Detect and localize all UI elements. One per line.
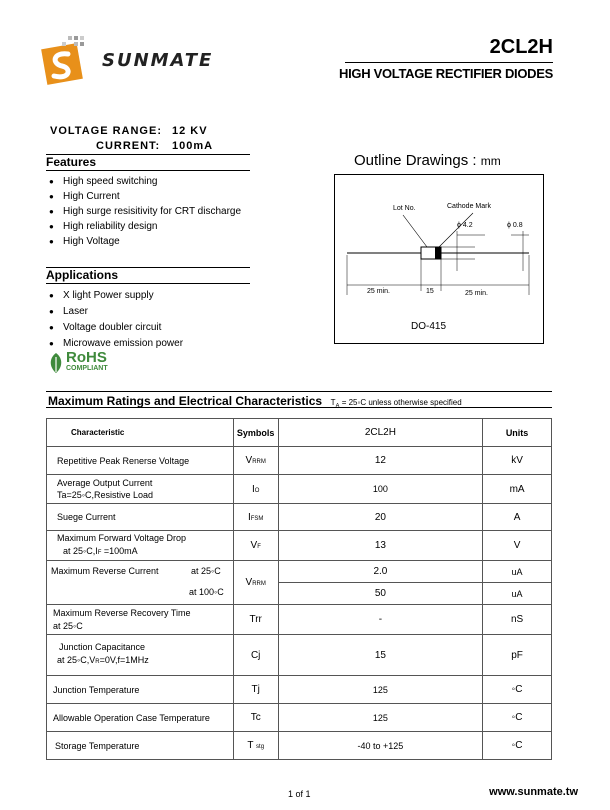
table-row (47, 704, 552, 732)
application-item: ● Laser (47, 304, 183, 320)
row-unit: ◦C (483, 732, 552, 760)
right-lead-length: 25 min. (465, 290, 488, 297)
diode-drawing (335, 175, 543, 343)
row-value: 15 (278, 635, 482, 676)
current-value: 100mA (172, 140, 214, 152)
row-value: 2.0 (278, 561, 482, 583)
header-units: Units (483, 419, 552, 447)
row-unit: A (483, 504, 552, 531)
row-symbol: VRRM (233, 561, 278, 605)
row-char: Maximum Reverse Recovery Time at 25◦C (47, 605, 234, 635)
feature-item: ● High reliability design (47, 219, 241, 234)
outline-drawing-box (334, 174, 544, 344)
row-char: Maximum Forward Voltage Drop at 25◦C,IF =100mA (47, 531, 234, 561)
table-row (47, 635, 552, 676)
row-value: 20 (278, 504, 482, 531)
row-unit: uA (483, 583, 552, 605)
website-link[interactable]: www.sunmate.tw (489, 786, 578, 798)
feature-item: ● High Current (47, 189, 241, 204)
lead-diameter-label: ϕ 0.8 (507, 222, 523, 229)
features-list (47, 174, 241, 249)
header-value: 2CL2H (278, 419, 482, 447)
brand-name: SUNMATE (102, 50, 214, 71)
row-value: - (278, 605, 482, 635)
row-symbol: VF (233, 531, 278, 561)
feature-item: ● High speed switching (47, 174, 241, 189)
row-symbol: Tj (233, 676, 278, 704)
row-symbol: Trr (233, 605, 278, 635)
row-unit: ◦C (483, 704, 552, 732)
ratings-title: Maximum Ratings and Electrical Characteristics (48, 394, 323, 408)
row-unit: kV (483, 447, 552, 475)
row-value: 50 (278, 583, 482, 605)
current-label: CURRENT: (96, 140, 161, 152)
row-char: Suege Current (47, 504, 234, 531)
row-char: Junction Temperature (47, 676, 234, 704)
rohs-badge (48, 350, 128, 376)
application-item: ● Microwave emission power (47, 336, 183, 352)
header-characteristic: Characteristic (47, 419, 234, 447)
row-symbol: Cj (233, 635, 278, 676)
table-row (47, 605, 552, 635)
table-row (47, 531, 552, 561)
part-number: 2CL2H (489, 36, 553, 58)
row-unit: ◦C (483, 676, 552, 704)
row-unit: nS (483, 605, 552, 635)
table-header-row (47, 419, 552, 447)
lot-number-label: Lot No. (393, 205, 416, 212)
row-value: 125 (278, 704, 482, 732)
application-item: ● X light Power supply (47, 288, 183, 304)
table-row (47, 475, 552, 504)
row-symbol: IFSM (233, 504, 278, 531)
header-symbols: Symbols (233, 419, 278, 447)
feature-item: ● High Voltage (47, 234, 241, 249)
row-unit: V (483, 531, 552, 561)
table-row (47, 561, 552, 583)
row-value: 100 (278, 475, 482, 504)
row-value: 12 (278, 447, 482, 475)
ratings-condition: $T_A$ = 25◦C unless otherwise specified (330, 398, 462, 410)
row-symbol: T stg (233, 732, 278, 760)
package-label: DO-415 (411, 321, 447, 332)
body-diameter-label: ϕ 4.2 (457, 222, 473, 229)
rohs-text: RoHS (66, 349, 107, 366)
feature-item: ● High surge resisitivity for CRT discharge (47, 204, 241, 219)
sunmate-logo-icon (38, 34, 90, 90)
brand-logo (38, 34, 238, 90)
row-char: Junction Capacitance at 25◦C,VR=0V,f=1MHz (47, 635, 234, 676)
voltage-range-value: 12 KV (172, 125, 208, 137)
table-row (47, 732, 552, 760)
row-unit: uA (483, 561, 552, 583)
row-value: 125 (278, 676, 482, 704)
table-row (47, 504, 552, 531)
row-char: Allowable Operation Case Temperature (47, 704, 234, 732)
applications-list (47, 288, 183, 352)
table-row (47, 447, 552, 475)
row-char: Average Output Current Ta=25◦C,Resistive Load (47, 475, 234, 504)
row-symbol: VRRM (233, 447, 278, 475)
row-value: 13 (278, 531, 482, 561)
row-value: -40 to +125 (278, 732, 482, 760)
application-item: ● Voltage doubler circuit (47, 320, 183, 336)
cathode-mark-label: Cathode Mark (447, 203, 491, 210)
rohs-compliant-text: COMPLIANT (66, 365, 108, 372)
outline-title: Outline Drawings : mm (354, 152, 501, 169)
row-char: Repetitive Peak Renerse Voltage (47, 447, 234, 475)
left-lead-length: 25 min. (367, 288, 390, 295)
page-number: 1 of 1 (288, 789, 311, 799)
row-unit: pF (483, 635, 552, 676)
row-char: Maximum Reverse Current at 25◦C at 100◦C (47, 561, 234, 605)
features-title: Features (46, 155, 97, 169)
row-char: Storage Temperature (47, 732, 234, 760)
ratings-table (46, 418, 552, 760)
outline-unit: mm (480, 154, 501, 168)
page-subtitle: HIGH VOLTAGE RECTIFIER DIODES (339, 66, 553, 81)
row-unit: mA (483, 475, 552, 504)
leaf-icon (48, 352, 64, 374)
row-symbol: IO (233, 475, 278, 504)
body-length: 15 (426, 288, 434, 295)
voltage-range-label: VOLTAGE RANGE: (50, 125, 162, 137)
table-row (47, 676, 552, 704)
applications-title: Applications (46, 268, 119, 282)
row-symbol: Tc (233, 704, 278, 732)
